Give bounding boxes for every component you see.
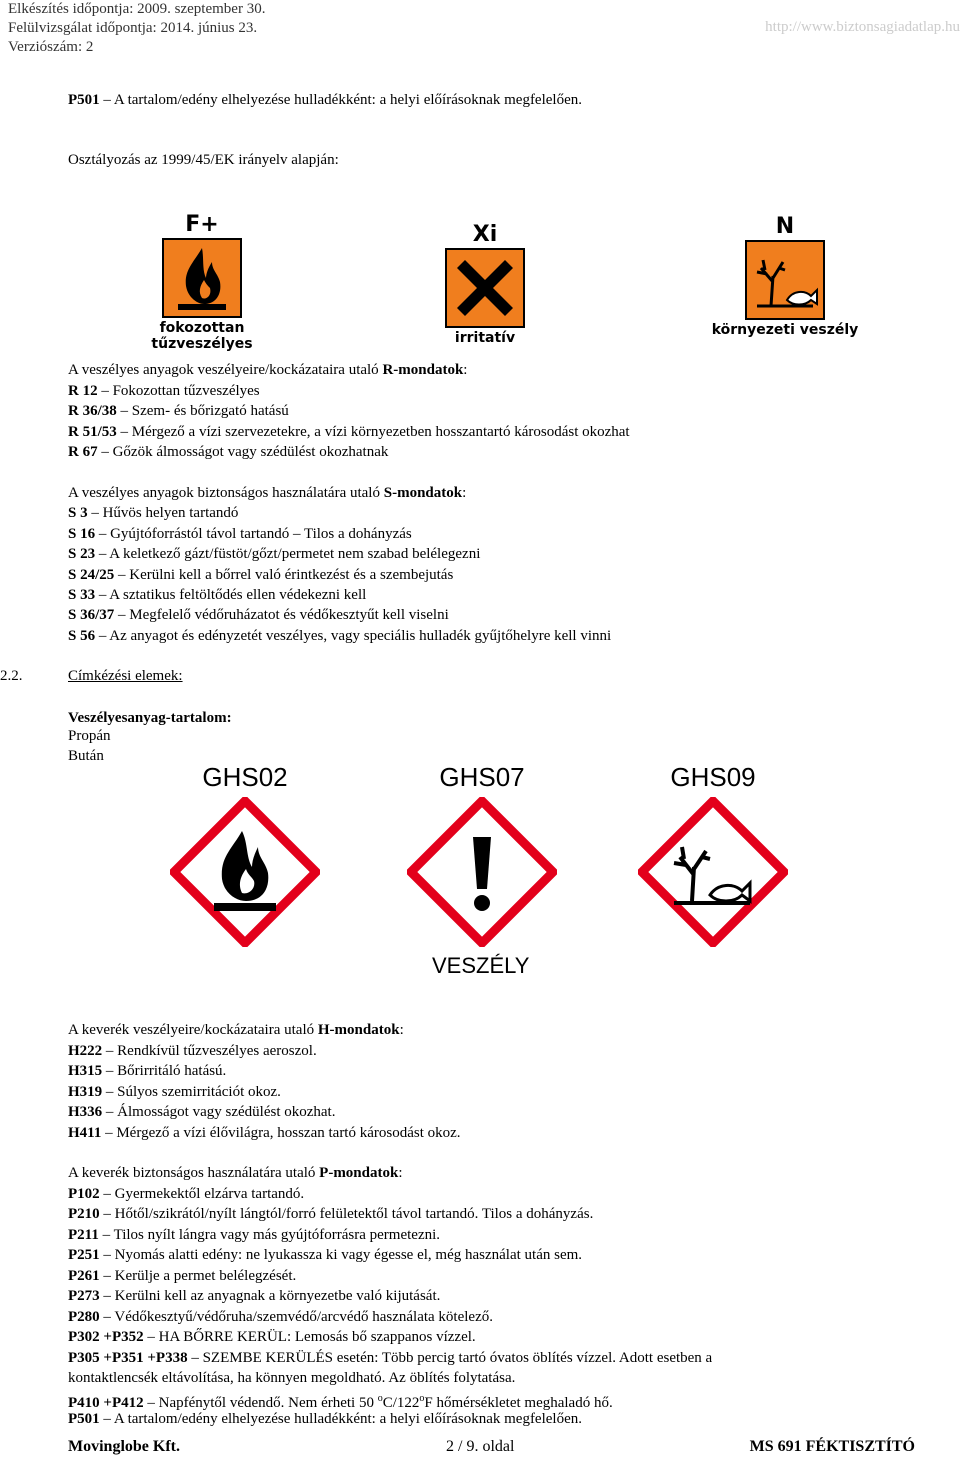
classification-title: Osztályozás az 1999/45/EK irányelv alapján:	[68, 152, 339, 168]
p-phrase: P210 – Hőtől/szikrától/nyílt lángtól/forró felületektől távol tartandó. Tilos a dohányzás.	[68, 1206, 594, 1222]
exclamation-icon	[407, 797, 557, 947]
p-phrase: P305 +P351 +P338 – SZEMBE KERÜLÉS esetén: Több percig tartó óvatos öblítés vízzel. Adott esetben a	[68, 1350, 713, 1366]
hazardous-item: Propán	[68, 728, 111, 744]
revised-date: Felülvizsgálat időpontja: 2014. június 23.	[8, 20, 258, 36]
h-phrase: H315 – Bőrirritáló hatású.	[68, 1063, 227, 1079]
s-phrase: S 36/37 – Megfelelő védőruházatot és védőkesztyűt kell viselni	[68, 607, 449, 623]
h-intro: A keverék veszélyeire/kockázataira utaló H-mondatok:	[68, 1022, 404, 1038]
created-date: Elkészítés időpontja: 2009. szeptember 30.	[8, 1, 266, 17]
h-phrase: H319 – Súlyos szemirritációt okoz.	[68, 1084, 281, 1100]
s-phrase: S 24/25 – Kerülni kell a bőrrel való érintkezést és a szembejutás	[68, 567, 454, 583]
footer-company: Movinglobe Kft.	[68, 1438, 180, 1455]
p-intro: A keverék biztonságos használatára utaló P-mondatok:	[68, 1165, 403, 1181]
ghs07-pictogram: GHS07	[402, 762, 562, 952]
s-phrase: S 3 – Hűvös helyen tartandó	[68, 505, 239, 521]
symbol-n: N környezeti veszély	[711, 214, 859, 338]
flame-icon	[170, 797, 320, 947]
dead-tree-fish-icon	[747, 242, 823, 318]
version-number: Verziószám: 2	[8, 39, 94, 55]
p-phrase: P302 +P352 – HA BŐRRE KERÜL: Lemosás bő szappanos vízzel.	[68, 1329, 476, 1345]
website-link[interactable]: http://www.biztonsagiadatlap.hu	[765, 19, 960, 35]
p-phrase: P251 – Nyomás alatti edény: ne lyukassza ki vagy égesse el, még használat után sem.	[68, 1247, 583, 1263]
section-number: 2.2.	[0, 668, 23, 684]
hazardous-item: Bután	[68, 748, 104, 764]
environment-icon	[638, 797, 788, 947]
r-phrase: R 12 – Fokozottan tűzveszélyes	[68, 383, 260, 399]
top-p501-line: P501 – A tartalom/edény elhelyezése hulladékként: a helyi előírásoknak megfelelően.	[68, 92, 582, 108]
p-phrase: P280 – Védőkesztyű/védőruha/szemvédő/arcvédő használata kötelező.	[68, 1309, 493, 1325]
r-phrase: R 36/38 – Szem- és bőrizgató hatású	[68, 403, 289, 419]
p-phrase-continuation: kontaktlencsék eltávolítása, ha könnyen megoldható. Az öblítés folytatása.	[68, 1370, 516, 1386]
r-phrase: R 51/53 – Mérgező a vízi szervezetekre, a vízi környezetben hosszantartó károsodást okozhat	[68, 424, 630, 440]
symbol-f-plus: F+ fokozottan tűzveszélyes	[151, 212, 253, 352]
s-phrase: S 33 – A sztatikus feltöltődés ellen védekezni kell	[68, 587, 367, 603]
p-phrase: P501 – A tartalom/edény elhelyezése hulladékként: a helyi előírásoknak megfelelően.	[68, 1411, 582, 1427]
h-phrase: H411 – Mérgező a vízi élővilágra, hosszan tartó károsodást okoz.	[68, 1125, 461, 1141]
signal-word: VESZÉLY	[432, 953, 530, 978]
footer-product: MS 691 FÉKTISZTÍTÓ	[749, 1438, 915, 1455]
flame-icon	[164, 240, 240, 316]
p-phrase: P261 – Kerülje a permet belélegzését.	[68, 1268, 297, 1284]
r-intro: A veszélyes anyagok veszélyeire/kockázataira utaló R-mondatok:	[68, 362, 468, 378]
p-phrase: P102 – Gyermekektől elzárva tartandó.	[68, 1186, 305, 1202]
s-intro: A veszélyes anyagok biztonságos használatára utaló S-mondatok:	[68, 485, 467, 501]
ghs02-pictogram: GHS02	[165, 762, 325, 952]
p-phrase: P273 – Kerülni kell az anyagnak a környezetbe való kijutását.	[68, 1288, 441, 1304]
h-phrase: H336 – Álmosságot vagy szédülést okozhat.	[68, 1104, 336, 1120]
p-phrase: P410 +P412 – Napfénytől védendő. Nem érheti 50 $^o$C/122$^o$F hőmérsékletet meghaladó hő.	[68, 1393, 613, 1411]
cross-icon	[447, 250, 523, 326]
footer-page: 2 / 9. oldal	[446, 1438, 515, 1455]
s-phrase: S 23 – A keletkező gázt/füstöt/gőzt/permetet nem szabad belélegezni	[68, 546, 481, 562]
s-phrase: S 56 – Az anyagot és edényzetét veszélyes, vagy speciális hulladék gyűjtőhelyre kell vinni	[68, 628, 612, 644]
s-phrase: S 16 – Gyújtóforrástól távol tartandó – Tilos a dohányzás	[68, 526, 412, 542]
r-phrase: R 67 – Gőzök álmosságot vagy szédülést okozhatnak	[68, 444, 389, 460]
hazardous-title: Veszélyesanyag-tartalom:	[68, 710, 232, 726]
section-title: Címkézési elemek:	[68, 668, 183, 684]
symbol-xi: Xi irritatív	[410, 222, 560, 346]
h-phrase: H222 – Rendkívül tűzveszélyes aeroszol.	[68, 1043, 317, 1059]
p-phrase: P211 – Tilos nyílt lángra vagy más gyújtóforrásra permetezni.	[68, 1227, 441, 1243]
ghs09-pictogram: GHS09	[633, 762, 793, 952]
